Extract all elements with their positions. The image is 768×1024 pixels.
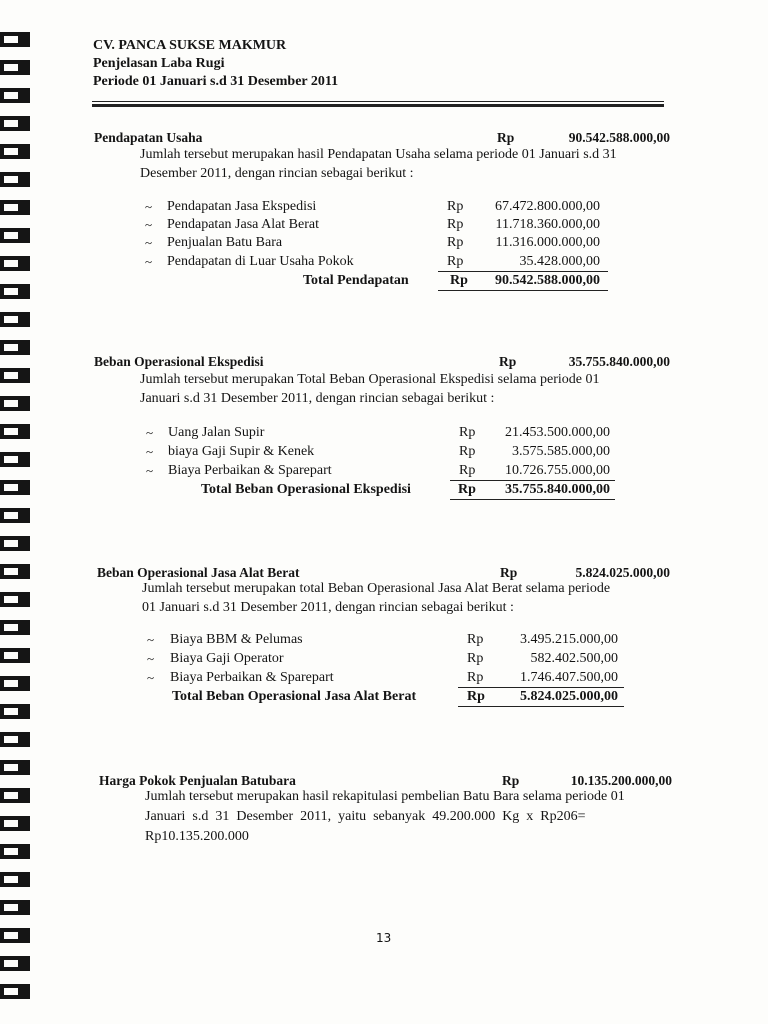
section-currency: Rp	[499, 354, 517, 369]
subtotal-underline	[438, 271, 608, 272]
total-label: Total Pendapatan	[303, 273, 409, 288]
section-amount: 10.135.200.000,00	[570, 773, 672, 788]
subtotal-underline	[450, 480, 615, 481]
section-currency: Rp	[500, 565, 518, 580]
item-label: Pendapatan Jasa Ekspedisi	[167, 199, 317, 214]
subtotal-underline	[458, 687, 624, 688]
item-amount: 10.726.755.000,00	[505, 463, 610, 478]
total-currency: Rp	[458, 482, 476, 497]
item-amount: 582.402.500,00	[530, 651, 618, 666]
section-amount: 5.824.025.000,00	[575, 565, 670, 580]
bullet-tilde: ~	[147, 632, 155, 647]
item-label: Pendapatan Jasa Alat Berat	[167, 217, 320, 232]
section-paragraph-line: Januari s.d 31 Desember 2011, dengan rincian sebagai berikut :	[140, 391, 495, 406]
report-title: Penjelasan Laba Rugi	[93, 56, 225, 71]
item-amount: 67.472.800.000,00	[495, 199, 600, 214]
item-amount: 1.746.407.500,00	[520, 670, 618, 685]
bullet-tilde: ~	[145, 235, 153, 250]
bullet-tilde: ~	[147, 670, 155, 685]
section-currency: Rp	[502, 773, 520, 788]
bullet-tilde: ~	[146, 444, 154, 459]
item-currency: Rp	[467, 651, 484, 666]
bullet-tilde: ~	[145, 199, 153, 214]
bullet-tilde: ~	[145, 254, 153, 269]
section-title: Pendapatan Usaha	[94, 130, 203, 145]
section-paragraph-line: Desember 2011, dengan rincian sebagai berikut :	[140, 166, 414, 181]
item-currency: Rp	[459, 444, 476, 459]
section-title: Beban Operasional Jasa Alat Berat	[97, 565, 300, 580]
item-amount: 35.428.000,00	[519, 254, 600, 269]
item-label: Penjualan Batu Bara	[167, 235, 283, 250]
section-paragraph-line: Jumlah tersebut merupakan total Beban Operasional Jasa Alat Berat selama periode	[142, 581, 611, 596]
item-label: Biaya BBM & Pelumas	[170, 632, 303, 647]
item-amount: 3.495.215.000,00	[520, 632, 618, 647]
section-paragraph-line: Rp10.135.200.000	[145, 829, 249, 844]
item-currency: Rp	[459, 463, 476, 478]
report-period: Periode 01 Januari s.d 31 Desember 2011	[93, 74, 339, 89]
item-label: Uang Jalan Supir	[168, 425, 265, 440]
total-currency: Rp	[467, 689, 485, 704]
company-name: CV. PANCA SUKSE MAKMUR	[93, 38, 287, 53]
item-currency: Rp	[447, 235, 464, 250]
page-number: 13	[376, 931, 392, 945]
item-currency: Rp	[447, 254, 464, 269]
item-currency: Rp	[467, 670, 484, 685]
total-label: Total Beban Operasional Jasa Alat Berat	[172, 689, 417, 704]
bullet-tilde: ~	[147, 651, 155, 666]
total-underline	[438, 290, 608, 291]
item-amount: 11.718.360.000,00	[495, 217, 600, 232]
item-currency: Rp	[467, 632, 484, 647]
section-currency: Rp	[497, 130, 515, 145]
item-label: biaya Gaji Supir & Kenek	[168, 444, 315, 459]
section-title: Beban Operasional Ekspedisi	[94, 354, 264, 369]
total-amount: 5.824.025.000,00	[520, 689, 618, 704]
item-label: Pendapatan di Luar Usaha Pokok	[167, 254, 354, 269]
section-amount: 35.755.840.000,00	[568, 354, 670, 369]
total-label: Total Beban Operasional Ekspedisi	[201, 482, 411, 497]
total-amount: 90.542.588.000,00	[495, 273, 600, 288]
section-amount: 90.542.588.000,00	[568, 130, 670, 145]
item-label: Biaya Perbaikan & Sparepart	[170, 670, 334, 685]
item-currency: Rp	[447, 199, 464, 214]
header-rule-thick	[92, 104, 664, 107]
item-amount: 3.575.585.000,00	[512, 444, 610, 459]
bullet-tilde: ~	[146, 463, 154, 478]
item-label: Biaya Gaji Operator	[170, 651, 284, 666]
item-amount: 21.453.500.000,00	[505, 425, 610, 440]
item-currency: Rp	[447, 217, 464, 232]
item-label: Biaya Perbaikan & Sparepart	[168, 463, 332, 478]
bullet-tilde: ~	[145, 217, 153, 232]
section-title: Harga Pokok Penjualan Batubara	[99, 773, 296, 788]
bullet-tilde: ~	[146, 425, 154, 440]
section-paragraph-line: Januari s.d 31 Desember 2011, yaitu sebanyak 49.200.000 Kg x Rp206=	[145, 809, 586, 824]
section-paragraph-line: 01 Januari s.d 31 Desember 2011, dengan rincian sebagai berikut :	[142, 600, 514, 615]
header-rule-thin	[92, 101, 664, 102]
section-paragraph-line: Jumlah tersebut merupakan hasil rekapitulasi pembelian Batu Bara selama periode 01	[145, 789, 625, 804]
total-currency: Rp	[450, 273, 468, 288]
section-paragraph-line: Jumlah tersebut merupakan Total Beban Operasional Ekspedisi selama periode 01	[140, 372, 600, 387]
item-currency: Rp	[459, 425, 476, 440]
item-amount: 11.316.000.000,00	[495, 235, 600, 250]
total-underline	[450, 499, 615, 500]
total-underline	[458, 706, 624, 707]
total-amount: 35.755.840.000,00	[505, 482, 610, 497]
section-paragraph-line: Jumlah tersebut merupakan hasil Pendapatan Usaha selama periode 01 Januari s.d 31	[140, 147, 617, 162]
